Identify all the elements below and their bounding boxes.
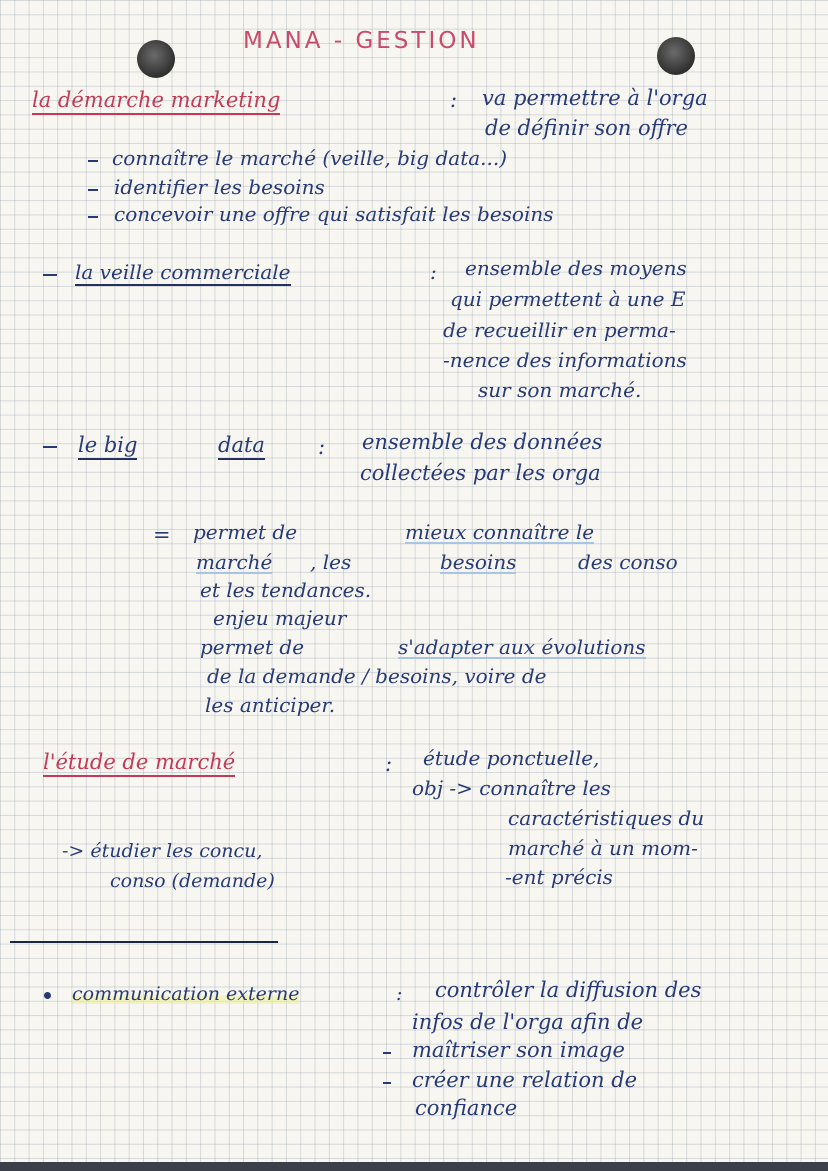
bigdata-eq-3: et les tendances. [200,578,372,602]
communication-sep: : [396,983,403,1005]
communication-bullet-3: confiance [415,1096,518,1120]
marketing-def-line-2: de définir son offre [485,116,688,140]
bigdata-eq-5a: permet de [200,635,305,659]
bullet-dash [383,1052,391,1054]
bigdata-eq-2c: besoins [440,550,517,574]
veille-def-line-2: qui permettent à une E [450,287,686,311]
etude-def-line-3: caractéristiques du [508,806,705,830]
bigdata-eq-5b: s'adapter aux évolutions [398,635,646,659]
bigdata-eq-6: de la demande / besoins, voire de [207,664,547,688]
etude-side-line-1: -> étudier les concu, [62,840,263,862]
marketing-term: la démarche marketing [32,90,280,115]
communication-bullet-2: créer une relation de [412,1068,638,1092]
veille-def-line-4: -nence des informations [443,348,687,372]
marketing-def-line-1: va permettre à l'orga [482,86,708,110]
etude-def-line-5: -ent précis [505,865,613,889]
bigdata-eq-7: les anticiper. [205,693,336,717]
bigdata-def-line-2: collectées par les orga [360,461,601,485]
marketing-bullet-3: concevoir une offre qui satisfait les besoins [114,202,554,226]
bigdata-equals: = [153,523,171,547]
veille-term: la veille commerciale [75,260,291,284]
etude-def-line-4: marché à un mom- [508,836,698,860]
etude-sep: : [385,752,393,776]
bigdata-eq-2b: , les [310,550,352,574]
bigdata-term-big: le big [78,435,137,460]
etude-def-line-2: obj -> connaître les [412,776,611,800]
marketing-sep: : [450,88,458,112]
bullet-dash [88,189,98,191]
bigdata-eq-1a: permet de [193,520,298,544]
veille-def-line-1: ensemble des moyens [465,256,687,280]
veille-def-line-5: sur son marché. [478,378,642,402]
section-dash [43,274,57,276]
communication-def-line-2: infos de l'orga afin de [412,1010,644,1034]
communication-def-line-1: contrôler la diffusion des [435,978,702,1002]
bigdata-eq-2d: des conso [578,550,678,574]
bigdata-eq-1b: mieux connaître le [405,520,595,544]
etude-def-line-1: étude ponctuelle, [423,746,600,770]
page-title: MANA - GESTION [243,28,480,54]
bullet-dot [44,992,51,999]
bullet-dash [383,1082,391,1084]
binder-hole-right [657,37,695,75]
binder-hole-left [137,40,175,78]
bigdata-term-data: data [218,435,265,460]
marketing-bullet-2: identifier les besoins [114,175,325,199]
bullet-dash [88,216,98,218]
communication-term: communication externe [72,983,300,1005]
etude-side-line-2: conso (demande) [110,870,275,892]
etude-term: l'étude de marché [43,752,235,777]
veille-sep: : [430,260,437,284]
bigdata-eq-4: enjeu majeur [213,606,347,630]
bigdata-def-line-1: ensemble des données [362,430,603,454]
communication-bullet-1: maîtriser son image [412,1038,625,1062]
bigdata-eq-2a: marché [196,550,273,574]
marketing-bullet-1: connaître le marché (veille, big data...) [112,146,508,170]
bigdata-sep: : [318,435,326,459]
page-bottom-edge [0,1162,828,1171]
veille-def-line-3: de recueillir en perma- [443,318,676,342]
bullet-dash [88,160,98,162]
section-divider [10,941,278,943]
section-dash [43,446,57,448]
